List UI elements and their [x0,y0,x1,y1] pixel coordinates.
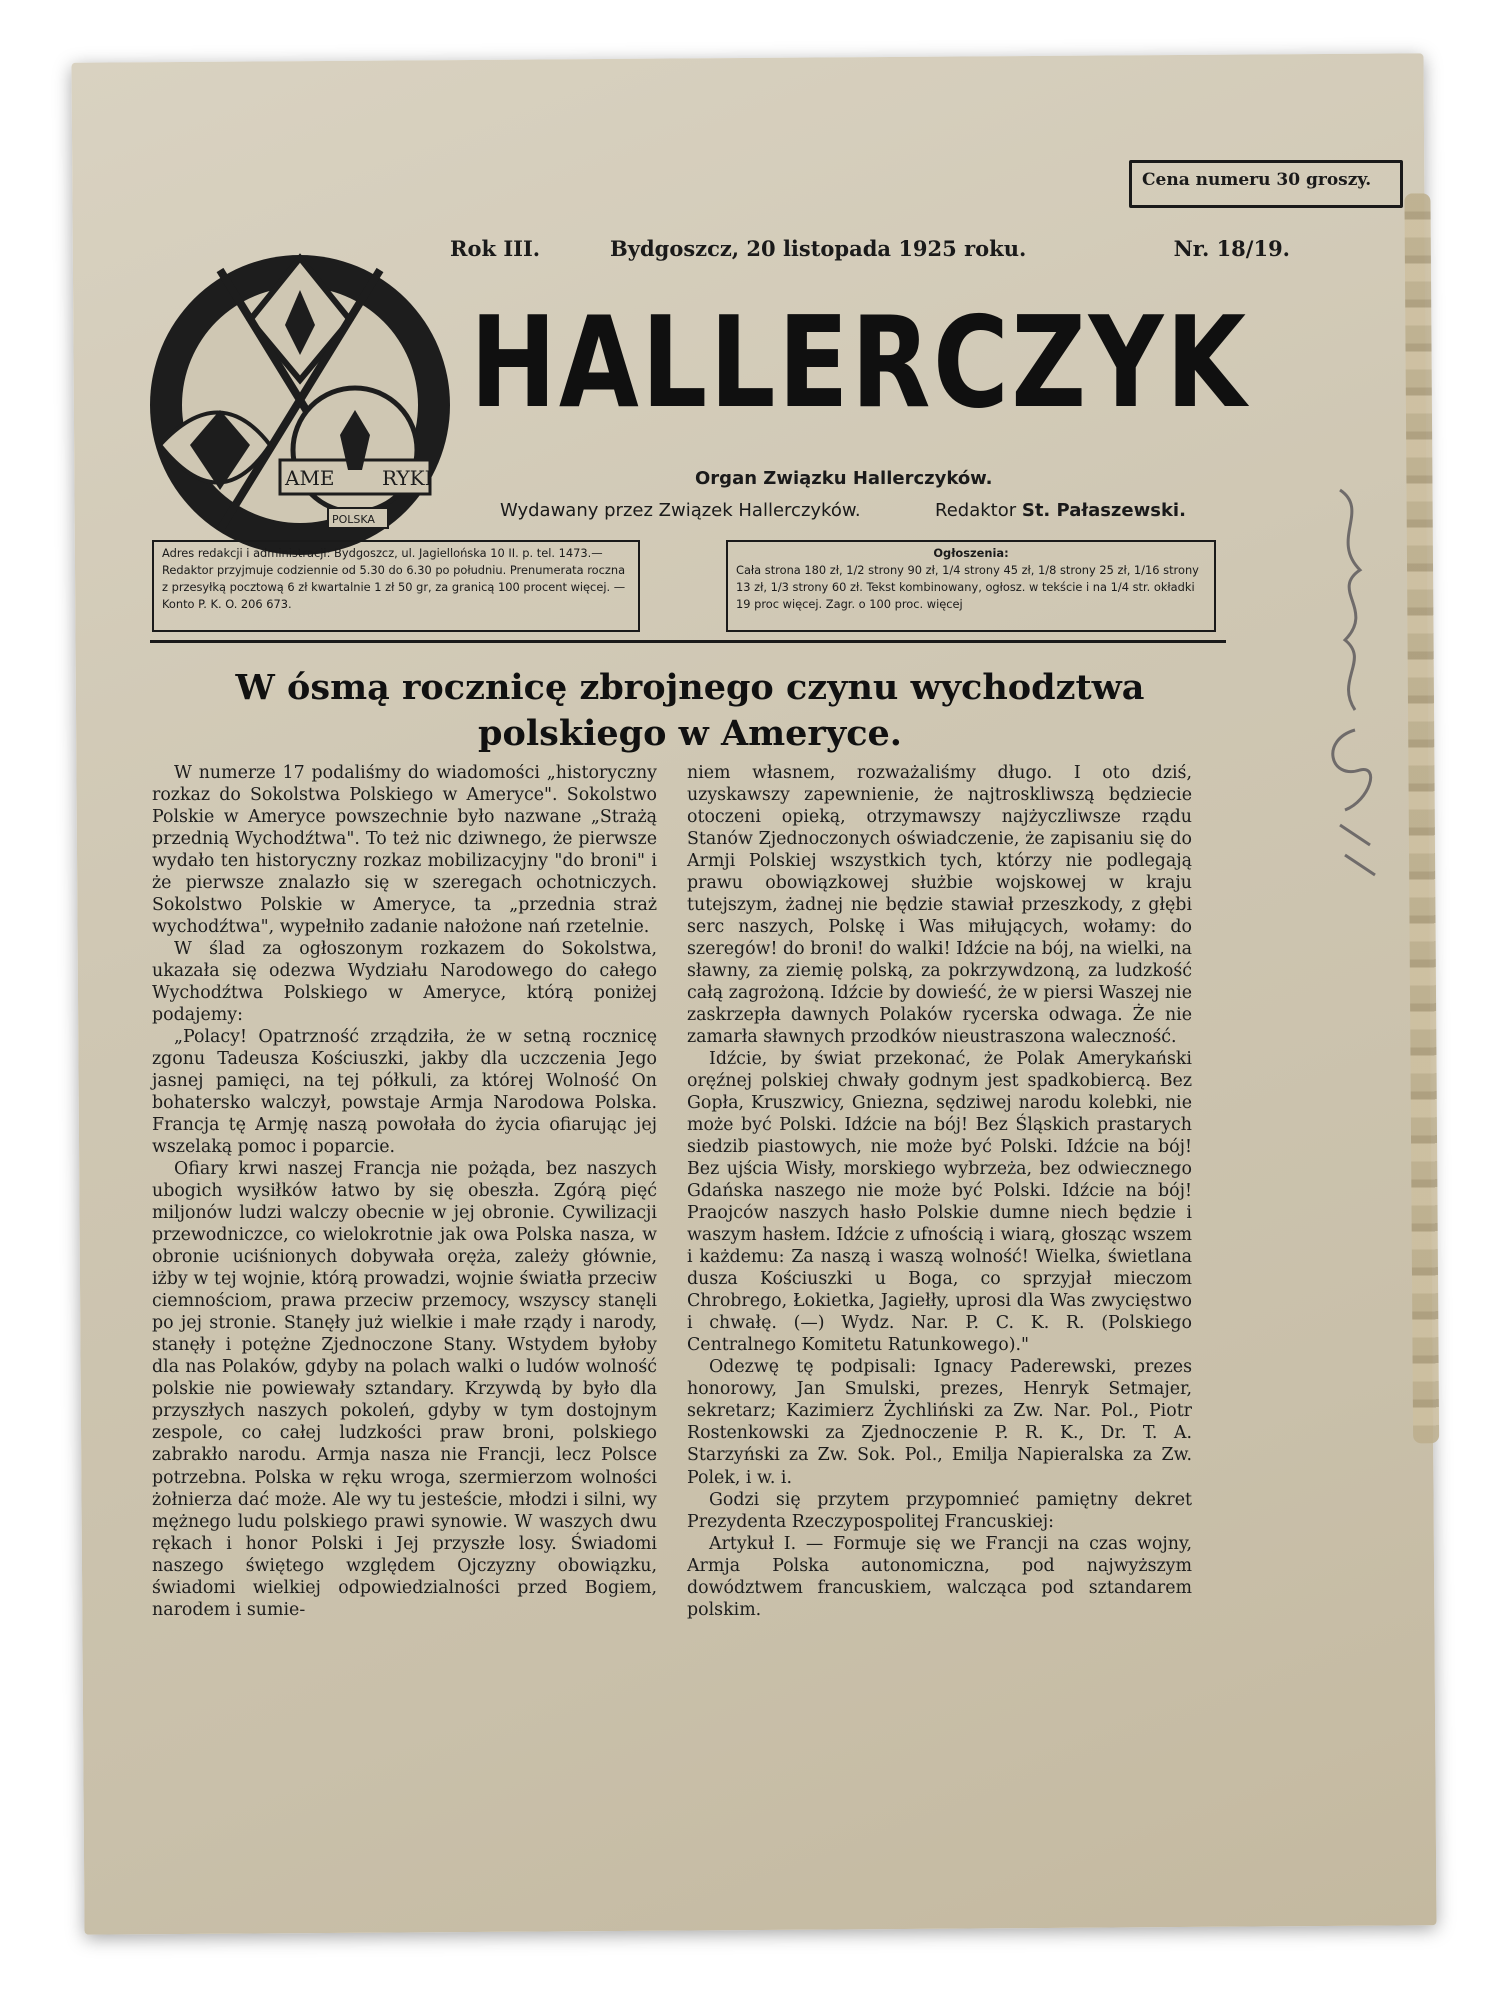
article-column-left [152,762,657,1621]
editor-name: St. Pałaszewski. [1021,500,1186,521]
paragraph: Ofiary krwi naszej Francja nie pożąda, bez naszych ubogich wysiłków łatwo by się obeszła. Zgórą pięć miljonów ludzi walczy obecnie w jej obronie. Cywilizacji przewodniczce, co wielokrotnie jak owa Polska nasza, w obronie uciśnionych dobywała oręża, zależy głównie, iżby w tej wojnie, którą prowadzi, wojnie światła przeciw ciemnościom, prawa przeciw przemocy, wszyscy stanęli po jej stronie. Stanęły już wielkie i małe rządy i narody, stanęły i potężne Zjednoczone Stany. Wstydem byłoby dla nas Polaków, gdyby na polach walki o ludów wolność polskie nie powiewały sztandary. Krzywdą by było dla przyszłych naszych pokoleń, gdyby w tym dostojnym zespole, co całej ludzkości praw broni, polskiego zabrakło narodu. Armja nasza nie Francji, lecz Polsce potrzebna. Polska w ręku wroga, szermierzom wolności żołnierza dać może. Ale wy tu jesteście, młodzi i silni, wy mężnego ludu polskiego prawi synowie. W waszych dwu rękach i honor Polski i Jej przyszłe losy. Świadomi naszego świętego względem Ojczyzny obowiązku, świadomi wielkiej odpowiedzialności przed Bogiem, narodem i sumie- [152,1159,657,1620]
newspaper-title: HALLERCZYK [470,289,1249,436]
publisher-line: Wydawany przez Związek Hallerczyków. [500,500,861,521]
emblem-text-polska: POLSKA [332,513,375,526]
paragraph: Godzi się przytem przypomnieć pamiętny dekret Prezydenta Rzeczypospolitej Francuskiej: [687,1489,1192,1532]
emblem-text-ame: AME [285,466,335,490]
masthead-info-row [450,236,1290,266]
header-rule [150,640,1226,643]
hallerczyk-emblem-icon [100,230,520,560]
address-box: Adres redakcji i administracji: Bydgoszcz, ul. Jagiellońska 10 II. p. tel. 1473.— Redaktor przyjmuje codziennie od 5.30 do 6.30 po południu. Prenumerata roczna z przesyłką pocztową 6 zł kwartalnie 1 zł 50 gr, za granicą 100 procent więcej. — Konto P. K. O. 206 673. [152,540,640,632]
paragraph: „Polacy! Opatrzność zrządziła, że w setną rocznicę zgonu Tadeusza Kościuszki, jakby dla uczczenia Jego jasnej pamięci, na tej półkuli, za której Wolność On bohatersko walczył, powstaje Armja Narodowa Polska. Francja tę Armję naszą powołała do życia ofiarując jej wszelaką pomoc i poparcie. [152,1027,657,1158]
paragraph: W numerze 17 podaliśmy do wiadomości „historyczny rozkaz do Sokolstwa Polskiego w Ameryce". Sokolstwo Polskie w Ameryce powszechnie było nazwane „Strażą przednią Wychodźtwa". To też nic dziwnego, że pierwsze wydało ten historyczny rozkaz mobilizacyjny "do broni" i że pierwsze znalazło się w szeregach ochotniczych. Sokolstwo Polskie w Ameryce, ta „przednia straż wychodźtwa", wypełniło zadanie nałożone nań rzetelnie. [152,763,657,938]
ads-text: Cała strona 180 zł, 1/2 strony 90 zł, 1/4 strony 45 zł, 1/8 strony 25 zł, 1/16 strony 13 zł, 1/3 strony 60 zł. Tekst kombinowany, ogłosz. w tekście i na 1/4 str. okładki 19 proc więcej. Zagr. o 100 proc. więcej [736,562,1199,611]
dateline: Bydgoszcz, 20 listopada 1925 roku. [610,236,1027,261]
paragraph: Odezwę tę podpisali: Ignacy Paderewski, prezes honorowy, Jan Smulski, prezes, Henryk Setmajer, sekretarz; Kazimierz Żychliński za Zw. Nar. Pol., Piotr Rostenkowski za Zjednoczenie P. R. K., Dr. T. A. Starzyński za Zw. Sok. Pol., Emilja Napieralska za Zw. Polek, i w. i. [687,1357,1192,1488]
paragraph: Idźcie, by świat przekonać, że Polak Amerykański oręźnej polskiej chwały godnym jest spadkobiercą. Bez Gopła, Kruszwicy, Gniezna, sędziwej narodu kolebki, nie może być Polski. Idźcie na bój! Bez Śląskich prastarych siedzib piastowych, nie może być Polski. Idźcie na bój! Bez ujścia Wisły, morskiego wybrzeża, bez odwiecznego Gdańska naszego nie może być Polski. Idźcie na bój! Praojców naszych hasło Polskie dumne niech będzie i waszym hasłem. Idźcie z ufnością i wiarą, głosząc wszem i każdemu: Za naszą i waszą wolność! Wielka, świetlana dusza Kościuszki u Boga, co sprzyjał mieczom Chrobrego, Łokietka, Jagiełły, uprosi dla Was zwycięstwo i chwałę. (—) Wydz. Nar. P. C. K. R. (Polskiego Centralnego Komitetu Ratunkowego)." [687,1049,1192,1356]
subtitle: Organ Związku Hallerczyków. [695,468,993,489]
paragraph: niem własnem, rozważaliśmy długo. I oto dziś, uzyskawszy zapewnienie, że najtroskliwszą będziecie otoczeni opieką, otrzymawszy najżyczliwsze rządu Stanów Zjednoczonych oświadczenie, że zapisaniu się do Armji Polskiej wszystkich tych, którzy nie podlegają prawu obowiązkowej służbie wojskowej w kraju tutejszym, żadnej nie będzie stawiał przeszkody, z głębi serc naszych, Polskę i Was miłujących, wołamy: do szeregów! do broni! do walki! Idźcie na bój, na wielki, na sławny, za ziemię polską, za pokrzywdzoną, za ludzkość całą zagrożoną. Idźcie by dowieść, że w piersi Waszej nie zaskrzepła dawnych Polaków rycerska odwaga. Że nie zamarła sławnych przodków nieustraszona waleczność. [687,763,1192,1048]
article-headline: W ósmą rocznicę zbrojnego czynu wychodztwa polskiego w Ameryce. [235,667,1145,754]
paragraph: W ślad za ogłoszonym rozkazem do Sokolstwa, ukazała się odezwa Wydziału Narodowego do całego Wychodźtwa Polskiego w Ameryce, którą poniżej podajemy: [152,939,657,1026]
issue-number: Nr. 18/19. [1173,236,1290,261]
year-label: Rok III. [450,236,541,261]
emblem-text-ryki: RYKI [382,466,433,490]
editor-line [935,500,1186,521]
price-label: Cena numeru 30 groszy. [1142,170,1372,190]
editor-label: Redaktor [935,500,1017,521]
paragraph: Artykuł I. — Formuje się we Francji na czas wojny, Armja Polska autonomiczna, pod najwyższym dowództwem francuskiem, walcząca pod sztandarem polskim. [687,1533,1192,1620]
price-box [1129,160,1403,208]
ads-title: Ogłoszenia: [933,546,1009,560]
article-column-right [687,762,1192,1621]
ads-box [726,540,1216,632]
handwritten-annotation-icon [1300,480,1410,900]
